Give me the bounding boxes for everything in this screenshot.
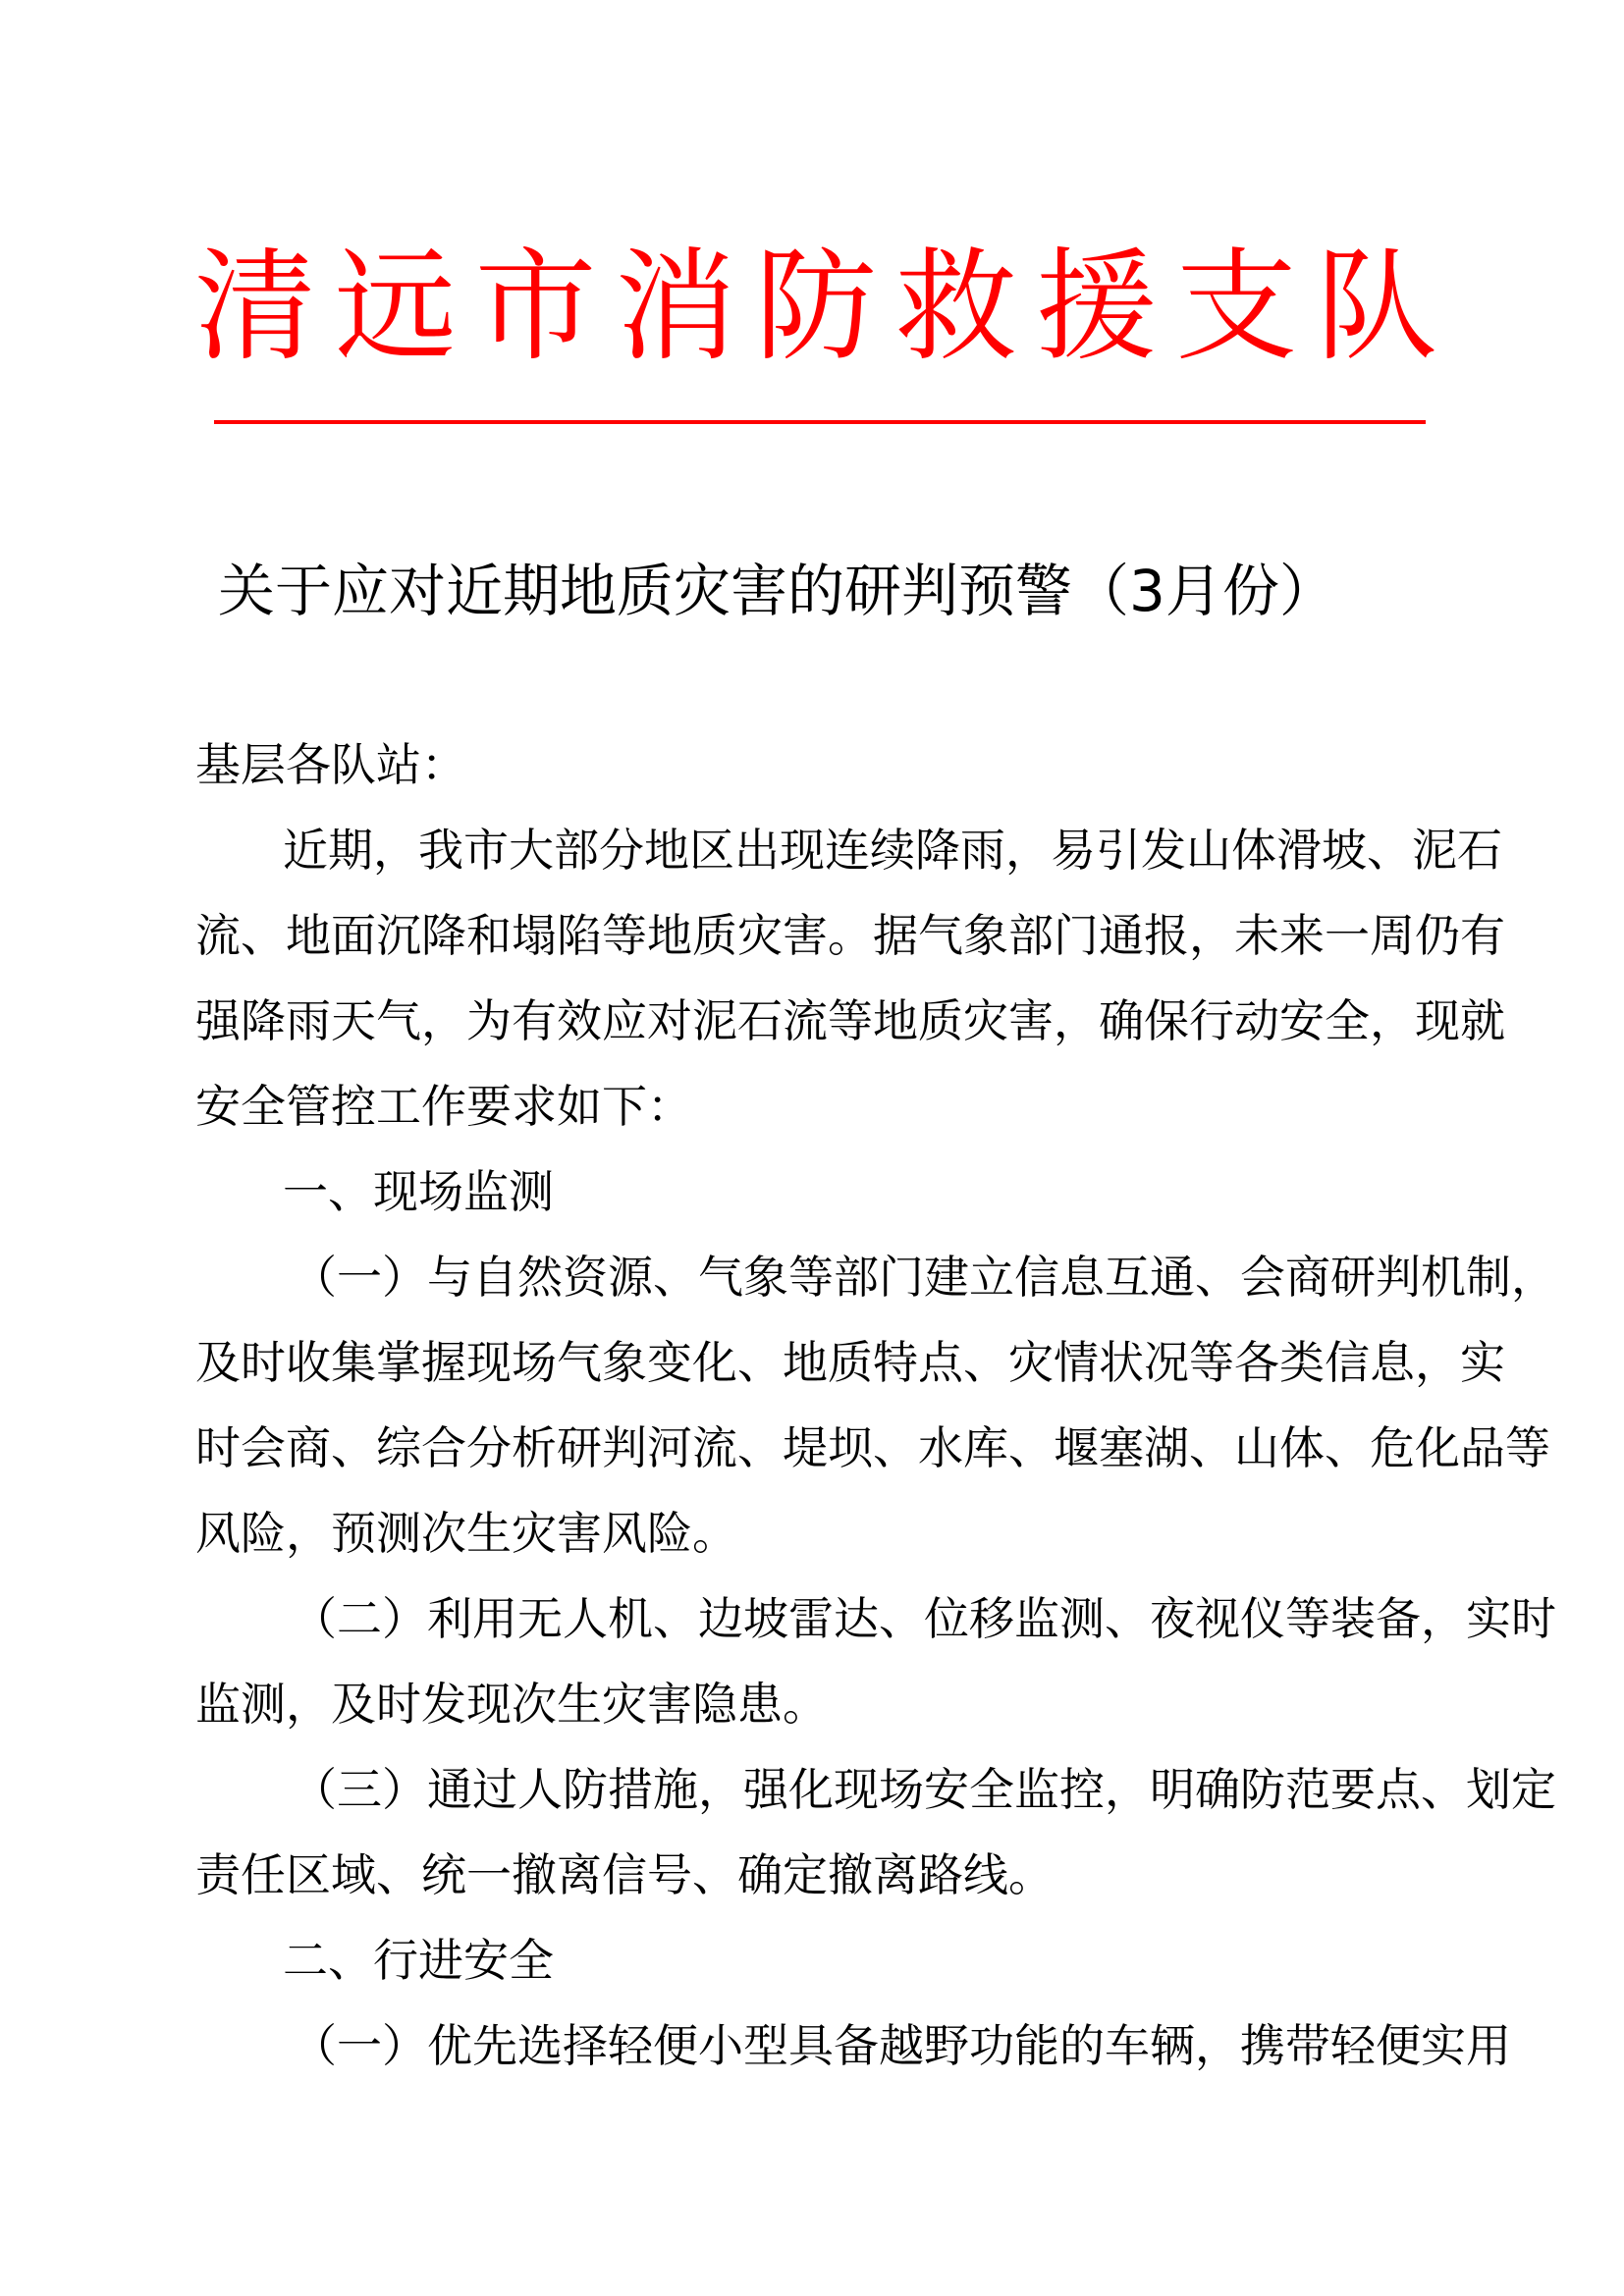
organization-header: 清远市消防救援支队 [194,237,1437,378]
paragraph-line: 强降雨天气，为有效应对泥石流等地质灾害，确保行动安全，现就 [195,994,1505,1047]
paragraph-line: 监测，及时发现次生灾害隐患。 [195,1678,828,1731]
document-body [195,722,1556,2089]
salutation: 基层各队站： [195,738,466,791]
paragraph-line: （一）与自然资源、气象等部门建立信息互通、会商研判机制， [292,1251,1556,1304]
paragraph-line: 及时收集掌握现场气象变化、地质特点、灾情状况等各类信息，实 [195,1336,1505,1389]
paragraph-line: 安全管控工作要求如下： [195,1080,692,1133]
header-divider [214,420,1426,424]
paragraph-line: 流、地面沉降和塌陷等地质灾害。据气象部门通报，未来一周仍有 [195,909,1505,962]
paragraph-line: （三）通过人防措施，强化现场安全监控，明确防范要点、划定 [292,1763,1556,1816]
paragraph-line: 责任区域、统一撤离信号、确定撤离路线。 [195,1848,1054,1901]
paragraph-line: （二）利用无人机、边坡雷达、位移监测、夜视仪等装备，实时 [292,1592,1556,1645]
document-title: 关于应对近期地质灾害的研判预警（3月份） [218,558,1336,624]
paragraph-line: （一）优先选择轻便小型具备越野功能的车辆，携带轻便实用 [292,2019,1511,2072]
section-heading: 二、行进安全 [283,1934,554,1987]
section-heading: 一、现场监测 [283,1165,554,1218]
paragraph-line: 近期，我市大部分地区出现连续降雨，易引发山体滑坡、泥石 [283,824,1502,877]
paragraph-line: 时会商、综合分析研判河流、堤坝、水库、堰塞湖、山体、危化品等 [195,1421,1550,1474]
paragraph-line: 风险，预测次生灾害风险。 [195,1507,737,1560]
